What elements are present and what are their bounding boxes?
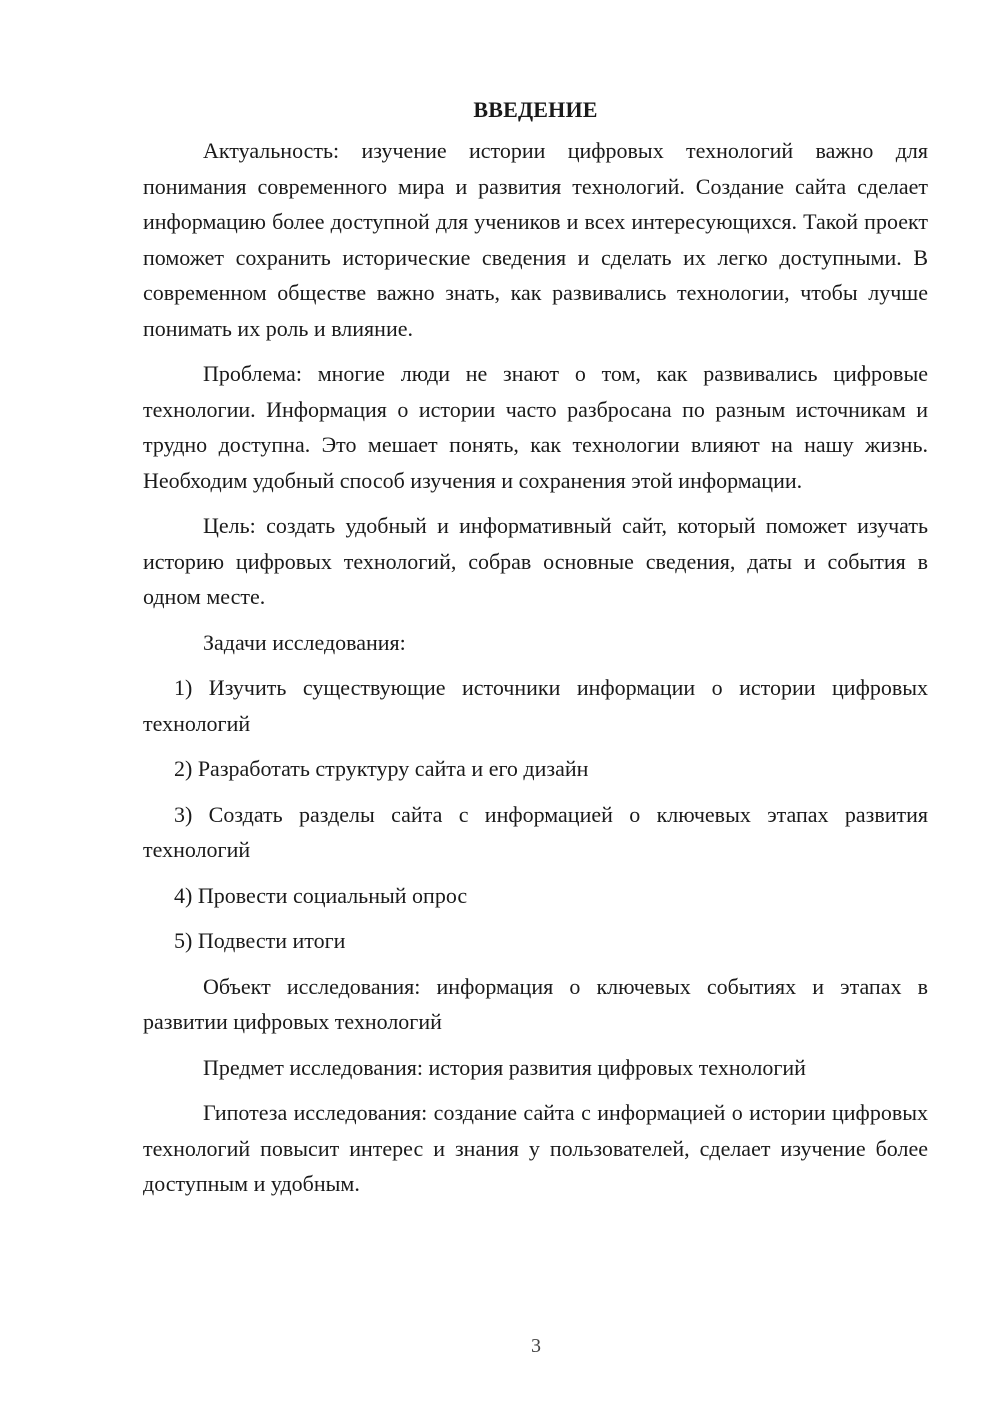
paragraph-object: Объект исследования: информация о ключевых событиях и этапах в развитии цифровых технологий	[143, 973, 928, 1034]
task-item: 4) Провести социальный опрос	[174, 882, 468, 908]
paragraph-hypothesis: Гипотеза исследования: создание сайта с информацией о истории цифровых технологий повысит интерес и знания у пользователей, сделает изучение более доступным и удобным.	[143, 1100, 928, 1196]
task-item: 3) Создать разделы сайта с информацией о ключевых этапах развития технологий	[143, 801, 928, 862]
task-item: 5) Подвести итоги	[174, 928, 346, 953]
paragraph-relevance: Актуальность: изучение истории цифровых технологий важно для понимания современного мира и развития технологий. Создание сайта сделает информацию более доступной для учеников и всех интересующихся. Такой проект поможет сохранить исторические сведения и сделать их легко доступными. В современном обществе важно знать, как развивались технологии, чтобы лучше понимать их роль и влияние.	[143, 138, 928, 341]
page-number: 3	[531, 1335, 541, 1357]
paragraph-goal: Цель: создать удобный и информативный сайт, который поможет изучать историю цифровых технологий, собрав основные сведения, даты и события в одном месте.	[143, 513, 928, 609]
page-content	[143, 92, 928, 1212]
page-title: ВВЕДЕНИЕ	[473, 97, 598, 122]
task-item: 2) Разработать структуру сайта и его дизайн	[174, 756, 589, 781]
paragraph-subject: Предмет исследования: история развития цифровых технологий	[203, 1054, 806, 1080]
task-item: 1) Изучить существующие источники информации о истории цифровых технологий	[143, 675, 928, 736]
tasks-heading: Задачи исследования:	[203, 629, 406, 655]
paragraph-problem: Проблема: многие люди не знают о том, как развивались цифровые технологии. Информация о истории часто разбросана по разным источникам и трудно доступна. Это мешает понять, как технологии влияют на нашу жизнь. Необходим удобный способ изучения и сохранения этой информации.	[143, 361, 928, 493]
